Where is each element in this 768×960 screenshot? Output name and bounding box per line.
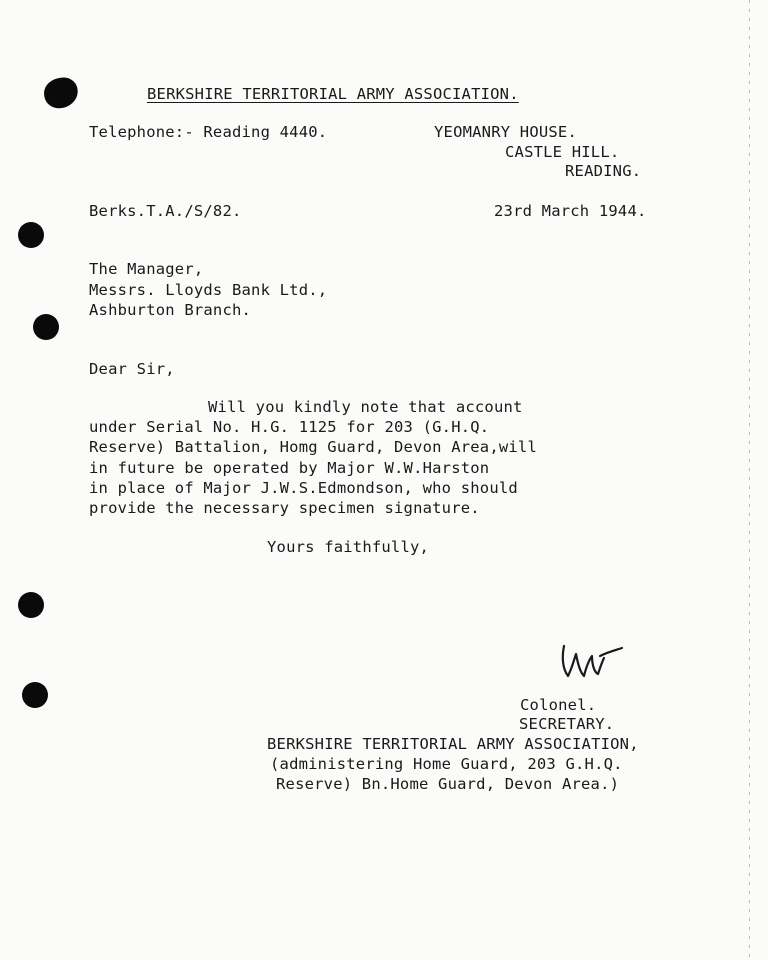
punch-hole xyxy=(22,682,48,708)
signatory-rank: Colonel. xyxy=(520,696,597,714)
handwritten-signature xyxy=(556,638,626,684)
closing: Yours faithfully, xyxy=(267,538,430,556)
ink-blot xyxy=(41,75,80,111)
address-line-3: READING. xyxy=(565,162,642,180)
body-line-4: in future be operated by Major W.W.Harston xyxy=(89,459,490,477)
telephone-line: Telephone:- Reading 4440. xyxy=(89,123,328,141)
signatory-title: SECRETARY. xyxy=(519,715,615,733)
recipient-line-2: Messrs. Lloyds Bank Ltd., xyxy=(89,281,328,299)
address-line-2: CASTLE HILL. xyxy=(505,143,620,161)
body-line-1: Will you kindly note that account xyxy=(208,398,523,416)
body-line-5: in place of Major J.W.S.Edmondson, who should xyxy=(89,479,518,497)
letter-date: 23rd March 1944. xyxy=(494,202,647,220)
recipient-line-1: The Manager, xyxy=(89,260,204,278)
letterhead-title: BERKSHIRE TERRITORIAL ARMY ASSOCIATION. xyxy=(147,85,519,103)
reference-number: Berks.T.A./S/82. xyxy=(89,202,242,220)
punch-hole xyxy=(33,314,59,340)
signatory-org-line-2: (administering Home Guard, 203 G.H.Q. xyxy=(270,755,623,773)
page-edge-line xyxy=(749,0,750,960)
address-line-1: YEOMANRY HOUSE. xyxy=(434,123,577,141)
body-line-3: Reserve) Battalion, Homg Guard, Devon Area,will xyxy=(89,438,537,456)
punch-hole xyxy=(18,222,44,248)
body-line-2: under Serial No. H.G. 1125 for 203 (G.H.Q. xyxy=(89,418,490,436)
punch-hole xyxy=(18,592,44,618)
signatory-org-line-3: Reserve) Bn.Home Guard, Devon Area.) xyxy=(276,775,620,793)
recipient-line-3: Ashburton Branch. xyxy=(89,301,252,319)
salutation: Dear Sir, xyxy=(89,360,175,378)
signatory-org-line-1: BERKSHIRE TERRITORIAL ARMY ASSOCIATION, xyxy=(267,735,639,753)
body-line-6: provide the necessary specimen signature. xyxy=(89,499,480,517)
